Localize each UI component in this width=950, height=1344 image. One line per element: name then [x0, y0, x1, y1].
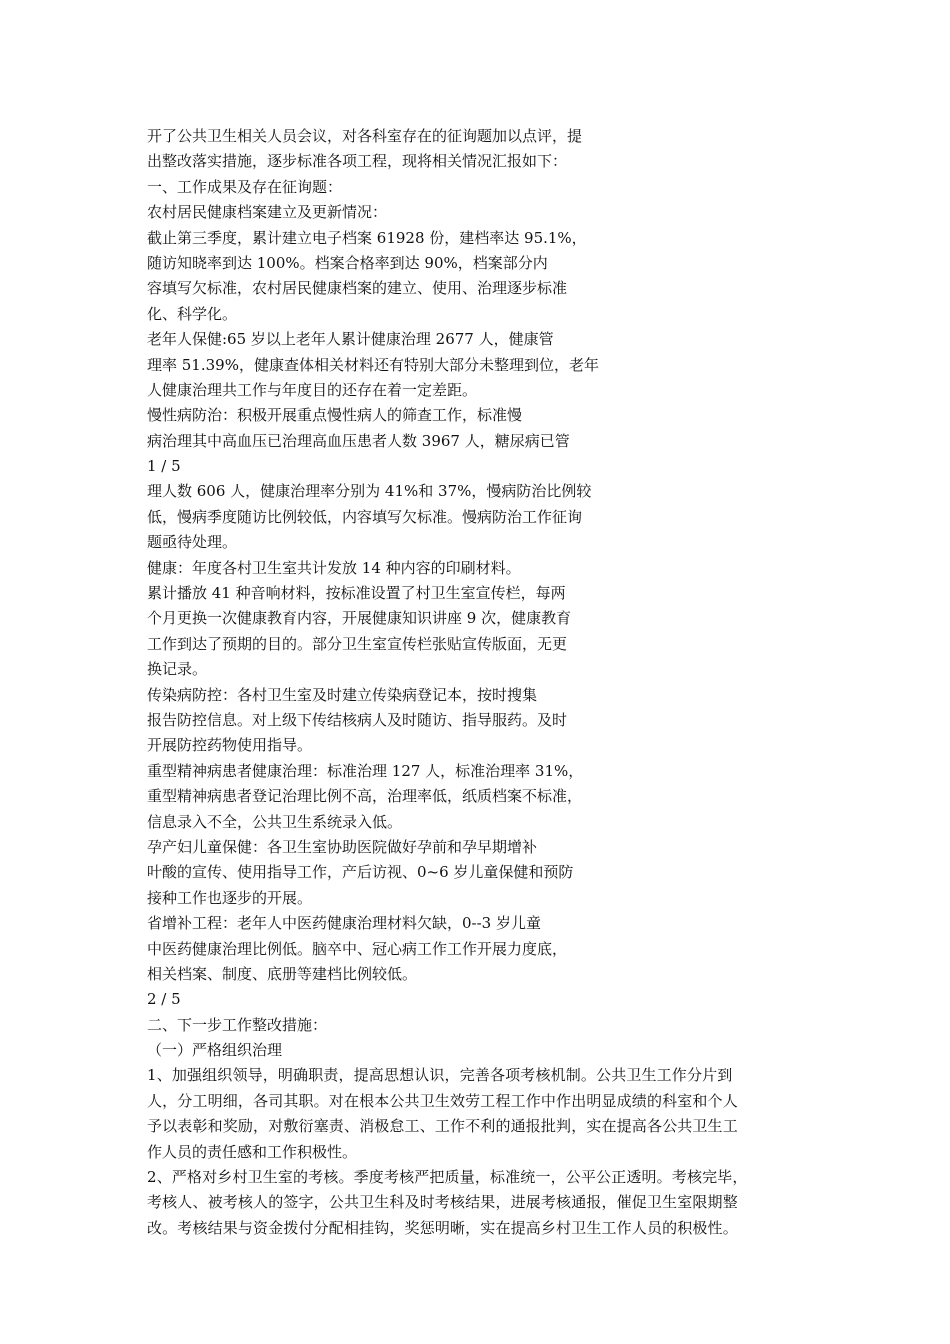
text-line: 容填写欠标准，农村居民健康档案的建立、使用、治理逐步标准: [147, 279, 568, 298]
text-line: 工作到达了预期的目的。部分卫生室宣传栏张贴宣传版面，无更: [147, 634, 568, 653]
page-number: 1 / 5: [147, 457, 181, 476]
text-line: 出整改落实措施，逐步标准各项工程，现将相关情况汇报如下：: [147, 152, 568, 171]
text-line: 2、严格对乡村卫生室的考核。季度考核严把质量，标准统一，公平公正透明。考核完毕，: [147, 1168, 748, 1187]
text-line: 人健康治理共工作与年度目的还存在着一定差距。: [147, 380, 478, 399]
section-heading: 二、下一步工作整改措施：: [147, 1015, 328, 1034]
text-line: 随访知晓率到达 100%。档案合格率到达 90%，档案部分内: [147, 253, 548, 272]
text-line: 理率 51.39%，健康查体相关材料还有特别大部分未整理到位，老年: [147, 355, 599, 374]
text-line: 老年人保健:65 岁以上老年人累计健康治理 2677 人，健康管: [147, 330, 554, 349]
text-line: 个月更换一次健康教育内容，开展健康知识讲座 9 次，健康教育: [147, 609, 572, 628]
text-line: 省增补工程：老年人中医药健康治理材料欠缺，0--3 岁儿童: [147, 914, 541, 933]
text-line: 考核人、被考核人的签字，公共卫生科及时考核结果，进展考核通报，催促卫生室限期整: [147, 1193, 738, 1212]
text-line: 接种工作也逐步的开展。: [147, 888, 313, 907]
text-line: 健康：年度各村卫生室共计发放 14 种内容的印刷材料。: [147, 558, 521, 577]
text-line: 叶酸的宣传、使用指导工作，产后访视、0~6 岁儿童保健和预防: [147, 863, 574, 882]
text-line: 人，分工明细，各司其职。对在根本公共卫生效劳工程工作中作出明显成绩的科室和个人: [147, 1091, 738, 1110]
text-line: 信息录入不全，公共卫生系统录入低。: [147, 812, 403, 831]
text-line: 改。考核结果与资金拨付分配相挂钩，奖惩明晰，实在提高乡村卫生工作人员的积极性。: [147, 1218, 738, 1237]
text-line: 理人数 606 人，健康治理率分别为 41%和 37%，慢病防治比例较: [147, 482, 592, 501]
text-line: 1、加强组织领导，明确职责，提高思想认识，完善各项考核机制。公共卫生工作分片到: [147, 1066, 733, 1085]
text-line: 孕产妇儿童保健：各卫生室协助医院做好孕前和孕早期增补: [147, 837, 538, 856]
text-line: 传染病防控：各村卫生室及时建立传染病登记本，按时搜集: [147, 685, 538, 704]
text-line: 题亟待处理。: [147, 533, 238, 552]
text-line: 慢性病防治：积极开展重点慢性病人的筛查工作，标准慢: [147, 406, 523, 425]
document-body: [147, 124, 837, 1241]
text-line: 开了公共卫生相关人员会议，对各科室存在的征询题加以点评，提: [147, 127, 583, 145]
text-line: 重型精神病患者登记治理比例不高，治理率低，纸质档案不标准，: [147, 787, 583, 806]
text-line: 累计播放 41 种音响材料，按标准设置了村卫生室宣传栏，每两: [147, 584, 566, 603]
subsection-heading: 农村居民健康档案建立及更新情况：: [147, 203, 388, 222]
page-number: 2 / 5: [147, 990, 181, 1009]
text-line: 报告防控信息。对上级下传结核病人及时随访、指导服药。及时: [147, 710, 568, 729]
text-line: 化、科学化。: [147, 304, 238, 323]
text-line: 截止第三季度，累计建立电子档案 61928 份，建档率达 95.1%，: [147, 228, 587, 247]
text-line: 换记录。: [147, 660, 208, 679]
text-line: 予以表彰和奖励，对敷衍塞责、消极怠工、工作不利的通报批判，实在提高各公共卫生工: [147, 1117, 738, 1136]
text-line: 重型精神病患者健康治理：标准治理 127 人，标准治理率 31%，: [147, 761, 584, 780]
text-line: 中医药健康治理比例低。脑卒中、冠心病工作工作开展力度底，: [147, 939, 568, 958]
text-line: 低，慢病季度随访比例较低，内容填写欠标准。慢病防治工作征询: [147, 507, 583, 526]
text-line: 病治理其中高血压已治理高血压患者人数 3967 人，糖尿病已管: [147, 431, 570, 450]
text-line: 相关档案、制度、底册等建档比例较低。: [147, 964, 418, 983]
subsection-heading: （一）严格组织治理: [147, 1041, 283, 1060]
section-heading: 一、工作成果及存在征询题：: [147, 177, 343, 196]
text-line: 作人员的责任感和工作积极性。: [147, 1142, 358, 1161]
text-line: 开展防控药物使用指导。: [147, 736, 313, 755]
